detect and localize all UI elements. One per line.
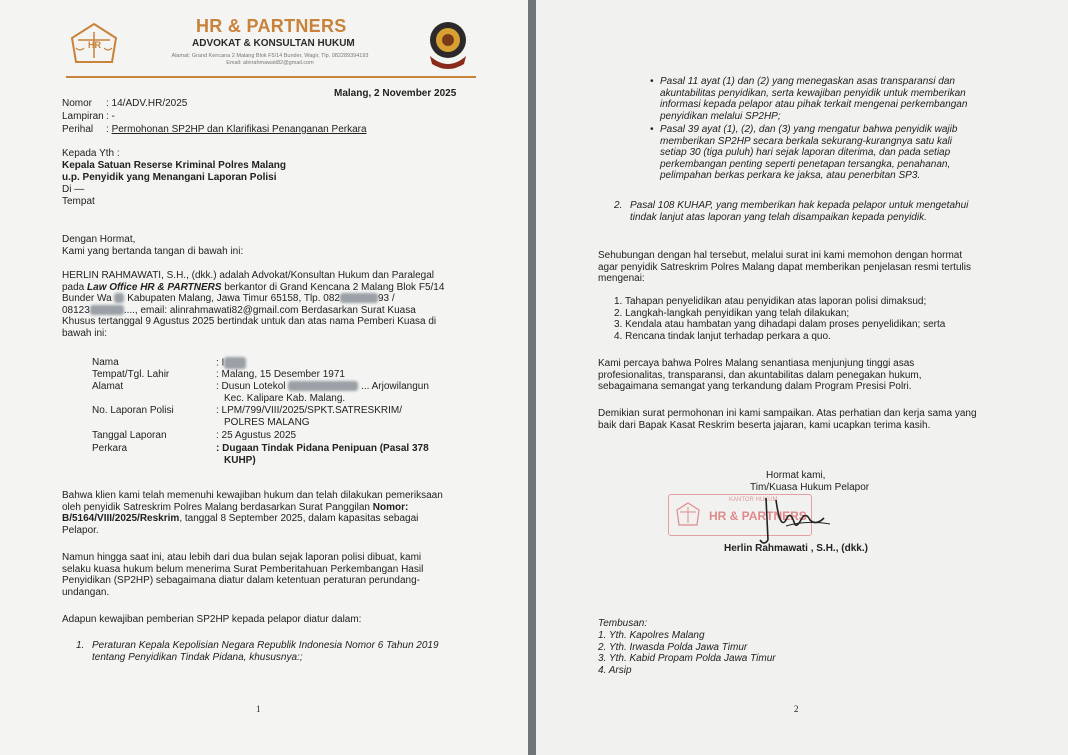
- client-alamat-value: : Dusun Lotekol ... Arjowilangun: [216, 381, 429, 392]
- bullet-list: [646, 76, 1024, 184]
- stamp-top-text: KANTOR HUKUM: [729, 497, 778, 503]
- paragraph-percaya: Kami percaya bahwa Polres Malang senantiasa menjunjung tinggi asas profesionalitas, transparansi, dan akuntabilitas dalam penegakan hukum, sebagaimana semangat yang terkandung dalam Program Presisi Polri.: [598, 358, 922, 392]
- tembusan-item: 4. Arsip: [598, 664, 632, 676]
- item2-number: 2.: [614, 200, 623, 211]
- client-lp-value: : LPM/799/VIII/2025/SPKT.SATRESKRIM/: [216, 405, 403, 416]
- recipient-di: Di —: [62, 184, 85, 195]
- paragraph-sp2hp: Namun hingga saat ini, atau lebih dari dua bulan sejak laporan polisi dibuat, kami selaku kuasa hukum belum menerima Surat Pemberitahuan Perkembangan Hasil Penyidikan (SP2HP) sebagaimana diatur dalam ketentuan peraturan perundang- undangan.: [62, 552, 424, 598]
- bullet-pasal-39: • Pasal 39 ayat (1), (2), dan (3) yang mengatur bahwa penyidik wajib memberikan SP2HP secara berkala sekurang-kurangnya satu kali setiap 30 (tiga puluh) hari sejak laporan diterima, dan pada setiap perkembangan penting seperti penetapan tersangka, penahanan, pelimpahan berkas perkara ke jaksa, atau penerbitan SP3.: [660, 124, 1024, 182]
- item2-text: Pasal 108 KUHAP, yang memberikan hak kepada pelapor untuk mengetahui tindak lanjut atas laporan yang telah disampaikan kepada penyidik.: [630, 200, 969, 223]
- request-item: 4. Rencana tindak lanjut terhadap perkara a quo.: [614, 330, 831, 342]
- paragraph-advocate: HERLIN RAHMAWATI, S.H., (dkk.) adalah Advokat/Konsultan Hukum dan Paralegal pada Law Office HR & PARTNERS berkantor di Grand Kencana 2 Malang Blok F5/14 Bunder Wa Kabupaten Malang, Jawa Timur 65158, Tlp. 082 93 / 08123 ...., email: alinrahmawati82@gmail.com Berdasarkan Surat Kuasa Khusus tertanggal 9 Agustus 2025 bertindak untuk dan atas nama Pemberi Kuasa di bawah ini:: [62, 270, 445, 339]
- request-list: [614, 296, 1014, 342]
- stamp-scales-icon: [675, 501, 701, 527]
- page-gap: [528, 0, 536, 755]
- tembusan-item: 1. Yth. Kapolres Malang: [598, 630, 705, 641]
- firm-address: Alamat: Grand Kencana 2 Malang Blok F5/14 Bunder, Wagir, Tlp. 082289394193 Email: alinrahmawati82@gmail.com: [171, 53, 369, 66]
- greeting: Dengan Hormat,: [62, 234, 136, 245]
- letter-page-1: [0, 0, 528, 755]
- client-perkara-label: Perkara: [92, 443, 128, 454]
- paragraph-adapun: Adapun kewajiban pemberian SP2HP kepada pelapor diatur dalam:: [62, 614, 362, 625]
- tembusan-list: [598, 630, 776, 676]
- recipient-line1: Kepala Satuan Reserse Kriminal Polres Malang: [62, 160, 286, 171]
- recipient-line2: u.p. Penyidik yang Menangani Laporan Polisi: [62, 172, 277, 183]
- request-item: 1. Tahapan penyelidikan atau penyidikan atas laporan polisi dimaksud;: [614, 296, 927, 307]
- recipient-kepada: Kepada Yth :: [62, 148, 120, 159]
- paragraph-pemeriksaan: Bahwa klien kami telah memenuhi kewajiban hukum dan telah dilakukan pemeriksaan oleh penyidik Satreskrim Polres Malang berdasarkan Surat Panggilan Nomor: B/5164/VIII/2025/Reskrim, tanggal 8 September 2025, dalam kapasitas sebagai Pelapor.: [62, 490, 443, 536]
- nomor-label: Nomor: [62, 98, 93, 109]
- client-lp-value-2: POLRES MALANG: [224, 417, 310, 428]
- page-number-2: 2: [794, 704, 799, 714]
- client-alamat-value-2: Kec. Kalipare Kab. Malang.: [224, 393, 346, 404]
- nomor-value: : 14/ADV.HR/2025: [106, 98, 188, 109]
- request-item: 2. Langkah-langkah penyidikan yang telah dilakukan;: [614, 307, 850, 319]
- redaction: [114, 293, 124, 303]
- redaction: [288, 381, 358, 391]
- lampiran-value: : -: [106, 111, 115, 122]
- client-lp-label: No. Laporan Polisi: [92, 405, 174, 416]
- client-perkara-value: : Dugaan Tindak Pidana Penipuan (Pasal 378: [216, 443, 429, 454]
- client-nama-label: Nama: [92, 357, 119, 368]
- perihal-value: : Permohonan SP2HP dan Klarifikasi Penanganan Perkara: [106, 124, 367, 135]
- bullet-pasal-11: • Pasal 11 ayat (1) dan (2) yang menegaskan asas transparansi dan akuntabilitas penyidikan, serta kewajiban penyidik untuk memberikan informasi kepada pelapor atau pihak terkait mengenai perkembangan penyidikan melalui SP2HP;: [660, 76, 1024, 122]
- closing-tim: Tim/Kuasa Hukum Pelapor: [750, 482, 870, 493]
- emblem-icon: [424, 18, 472, 72]
- header-rule: [66, 76, 476, 78]
- intro: Kami yang bertanda tangan di bawah ini:: [62, 246, 244, 257]
- request-item: 3. Kendala atau hambatan yang dihadapi dalam proses penyelidikan; serta: [614, 319, 946, 330]
- redaction: [90, 305, 124, 315]
- client-alamat-label: Alamat: [92, 381, 124, 392]
- closing-hormat: Hormat kami,: [766, 470, 826, 481]
- page-number-1: 1: [256, 704, 261, 714]
- client-ttl-label: Tempat/Tgl. Lahir: [92, 369, 170, 380]
- firm-logo-text: HR: [88, 40, 101, 50]
- client-nama-value: : I: [216, 357, 246, 369]
- signer-name: Herlin Rahmawati , S.H., (dkk.): [724, 543, 868, 554]
- client-tgl-label: Tanggal Laporan: [92, 430, 167, 441]
- letter-date: Malang, 2 November 2025: [334, 88, 457, 99]
- perihal-label: Perihal: [62, 124, 94, 135]
- tembusan-item: 2. Yth. Irwasda Polda Jawa Timur: [598, 641, 748, 653]
- lampiran-label: Lampiran: [62, 111, 104, 122]
- client-perkara-value-2: KUHP): [224, 455, 256, 466]
- client-ttl-value: : Malang, 15 Desember 1971: [216, 369, 345, 380]
- firm-name: HR & PARTNERS: [196, 16, 347, 36]
- tembusan-title: Tembusan:: [598, 618, 648, 629]
- item1-number: 1.: [76, 640, 85, 651]
- stamp-text: HR & PARTNERS: [709, 509, 807, 523]
- redaction: [340, 293, 378, 303]
- recipient-tempat: Tempat: [62, 196, 95, 207]
- firm-subtitle: ADVOKAT & KONSULTAN HUKUM: [192, 38, 355, 49]
- paragraph-demikian: Demikian surat permohonan ini kami sampaikan. Atas perhatian dan kerja sama yang baik dari Bapak Kasat Reskrim beserta jajaran, kami ucapkan terima kasih.: [598, 408, 977, 431]
- letter-page-2: [536, 0, 1068, 755]
- client-tgl-value: : 25 Agustus 2025: [216, 430, 297, 441]
- redaction: [224, 357, 246, 369]
- handwritten-signature: [746, 490, 836, 550]
- paragraph-sehubungan: Sehubungan dengan hal tersebut, melalui surat ini kami memohon dengan hormat agar penyidik Satreskrim Polres Malang dapat memberikan penjelasan resmi tertulis mengenai:: [598, 250, 971, 284]
- item1-text: Peraturan Kepala Kepolisian Negara Republik Indonesia Nomor 6 Tahun 2019 tentang Penyidikan Tindak Pidana, khususnya:;: [92, 640, 439, 663]
- tembusan-item: 3. Yth. Kabid Propam Polda Jawa Timur: [598, 653, 776, 664]
